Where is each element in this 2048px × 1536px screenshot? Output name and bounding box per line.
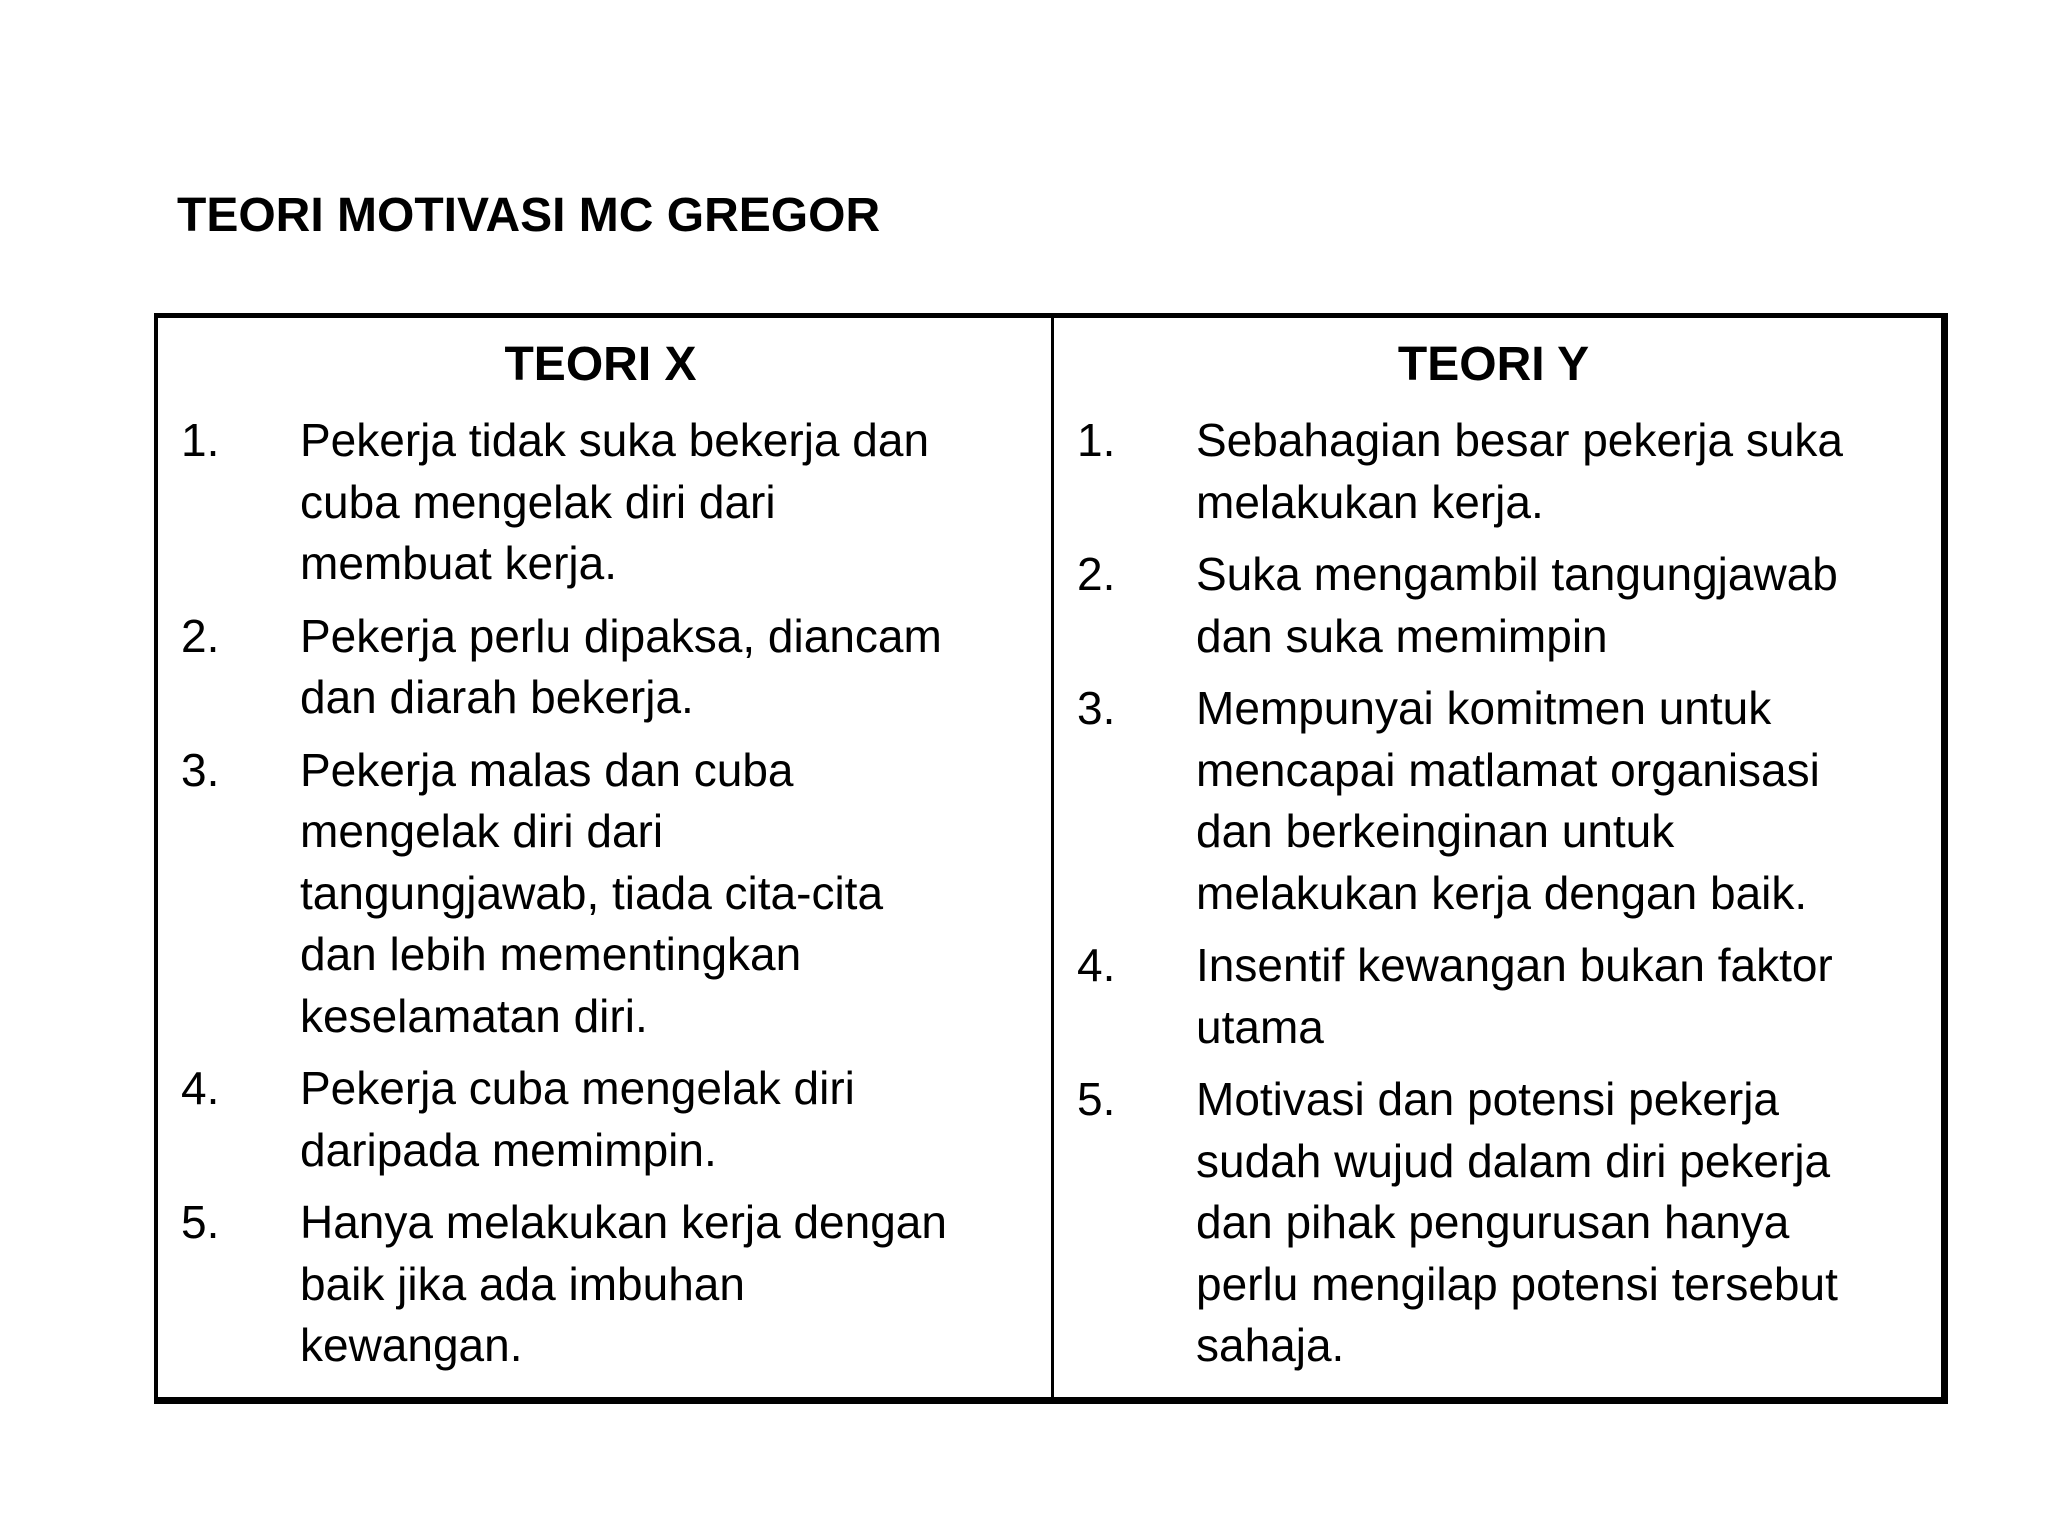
list-item — [158, 1058, 1051, 1181]
item-text — [1196, 410, 1931, 533]
theory-x-column — [158, 318, 1054, 1397]
item-text-line: melakukan kerja. — [1196, 475, 1544, 528]
item-text — [1196, 678, 1931, 924]
item-text-line: dan lebih mementingkan — [300, 928, 802, 980]
item-number: 4. — [1077, 939, 1116, 991]
item-number: 1. — [181, 414, 220, 466]
item-text-line: mengelak diri dari — [300, 805, 664, 857]
theory-y-heading: TEORI Y — [1397, 338, 1590, 391]
theory-x-heading: TEORI X — [504, 338, 697, 391]
item-text-line: daripada memimpin. — [300, 1123, 717, 1176]
list-item — [158, 1192, 1051, 1377]
item-text-line: dan diarah bekerja. — [300, 671, 694, 723]
item-number: 5. — [181, 1196, 220, 1248]
item-text-line: dan suka memimpin — [1196, 609, 1608, 662]
item-number: 3. — [181, 743, 220, 796]
item-text-line: cuba mengelak diri dari — [300, 475, 776, 528]
list-item — [1054, 410, 1941, 533]
item-number: 1. — [1077, 414, 1116, 466]
list-item — [158, 410, 1051, 595]
list-item — [1054, 678, 1941, 924]
theory-x-list — [158, 410, 1051, 1388]
item-text-line: membuat kerja. — [300, 537, 618, 589]
item-text-line: melakukan kerja dengan baik. — [1196, 866, 1808, 919]
theory-comparison-table — [154, 313, 1948, 1404]
item-number: 5. — [1077, 1073, 1116, 1125]
item-text-line: tangungjawab, tiada cita-cita — [300, 866, 884, 919]
item-text-line: sudah wujud dalam diri pekerja — [1196, 1134, 1831, 1187]
item-text — [300, 740, 1043, 1048]
item-text-line: Hanya melakukan kerja dengan — [300, 1196, 947, 1248]
item-text — [300, 410, 1043, 595]
theory-y-list — [1054, 410, 1941, 1388]
list-item — [158, 606, 1051, 729]
item-text-line: utama — [1196, 1000, 1324, 1053]
item-text — [1196, 544, 1931, 667]
item-text-line: Pekerja tidak suka bekerja dan — [300, 414, 930, 466]
item-number: 2. — [181, 609, 220, 662]
item-text — [1196, 935, 1931, 1058]
item-text-line: Sebahagian besar pekerja suka — [1196, 414, 1844, 466]
item-text-line: keselamatan diri. — [300, 989, 648, 1042]
item-text-line: Suka mengambil tangungjawab — [1196, 548, 1838, 600]
item-text-line: Mempunyai komitmen untuk — [1196, 682, 1772, 734]
list-item — [1054, 935, 1941, 1058]
item-text-line: baik jika ada imbuhan — [300, 1257, 745, 1310]
list-item — [1054, 1069, 1941, 1377]
item-text-line: Pekerja perlu dipaksa, diancam — [300, 609, 942, 662]
item-text-line: Insentif kewangan bukan faktor — [1196, 939, 1833, 991]
list-item — [1054, 544, 1941, 667]
item-text-line: dan berkeinginan untuk — [1196, 805, 1675, 857]
item-text — [300, 1058, 1043, 1181]
list-item — [158, 740, 1051, 1048]
item-text — [300, 606, 1043, 729]
item-text — [1196, 1069, 1931, 1377]
item-text — [300, 1192, 1043, 1377]
item-text-line: kewangan. — [300, 1319, 523, 1371]
item-text-line: mencapai matlamat organisasi — [1196, 743, 1820, 796]
item-number: 4. — [181, 1062, 220, 1114]
item-text-line: Motivasi dan potensi pekerja — [1196, 1073, 1779, 1125]
item-number: 2. — [1077, 548, 1116, 600]
item-text-line: dan pihak pengurusan hanya — [1196, 1196, 1790, 1248]
item-text-line: Pekerja malas dan cuba — [300, 743, 794, 796]
item-number: 3. — [1077, 682, 1116, 734]
item-text-line: Pekerja cuba mengelak diri — [300, 1062, 855, 1114]
page-title: TEORI MOTIVASI MC GREGOR — [177, 189, 881, 242]
item-text-line: perlu mengilap potensi tersebut — [1196, 1257, 1838, 1310]
item-text-line: sahaja. — [1196, 1319, 1345, 1371]
theory-y-column — [1054, 318, 1941, 1397]
